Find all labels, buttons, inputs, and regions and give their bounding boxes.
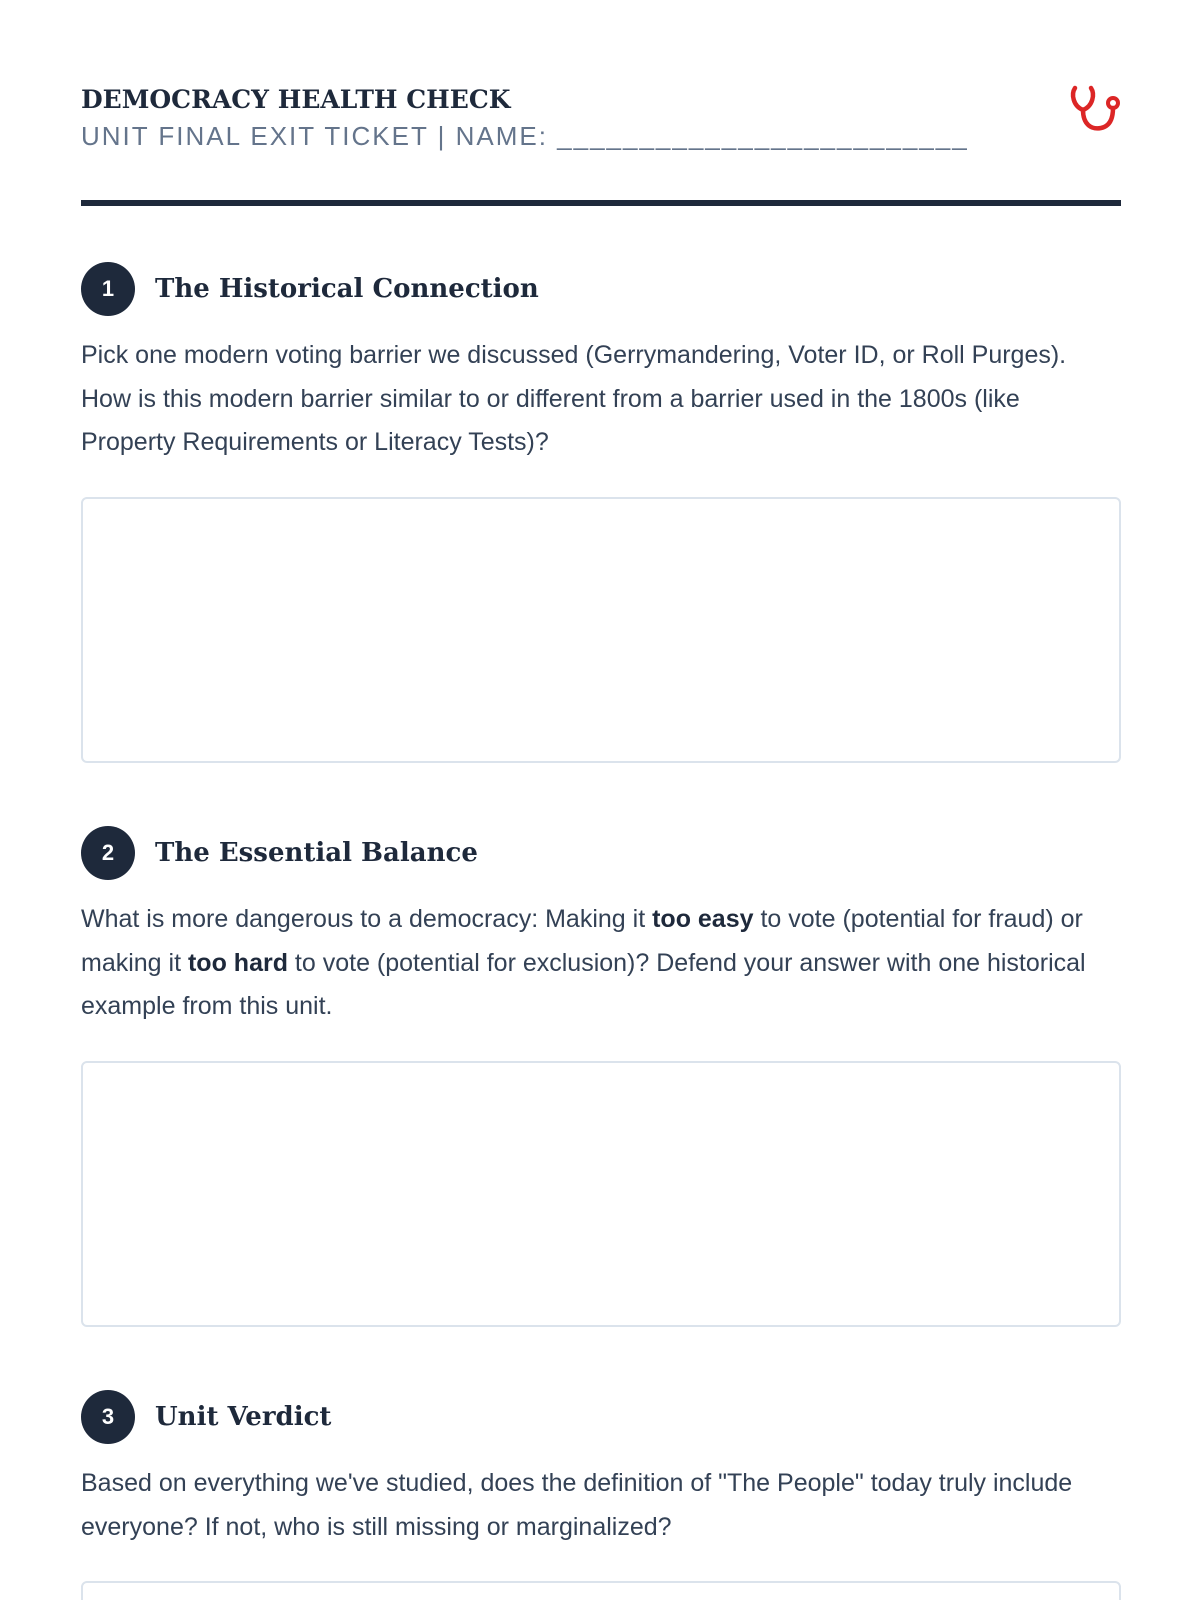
question-title: The Essential Balance xyxy=(155,838,478,868)
page-subtitle: UNIT FINAL EXIT TICKET | NAME: _________________________ xyxy=(81,121,969,151)
prompt-text: to vote (potential for fraud) or making it xyxy=(81,905,1083,977)
header-divider xyxy=(81,200,1121,206)
prompt-text: to vote (potential for exclusion)? Defend your answer with one historical example from this unit. xyxy=(81,948,1086,1020)
question-prompt xyxy=(81,1462,1121,1549)
question-3 xyxy=(81,1390,1121,1600)
answer-box[interactable] xyxy=(81,1061,1121,1327)
question-number-badge: 2 xyxy=(81,826,135,880)
question-number-badge: 1 xyxy=(81,262,135,316)
question-title: Unit Verdict xyxy=(155,1402,332,1432)
header xyxy=(81,84,1121,164)
exit-ticket-page xyxy=(81,0,1121,1600)
question-title: The Historical Connection xyxy=(155,274,539,304)
prompt-text: Pick one modern voting barrier we discussed (Gerrymandering, Voter ID, or Roll Purges). How is this modern barrier similar to or different from a barrier used in the 1800s (like Property Requirements or Literacy Tests)? xyxy=(81,341,1067,456)
question-prompt xyxy=(81,334,1121,465)
prompt-text: What is more dangerous to a democracy: Making it xyxy=(81,905,653,933)
emphasis-text: too easy xyxy=(652,905,754,933)
question-prompt xyxy=(81,898,1121,1029)
answer-box[interactable] xyxy=(81,1581,1121,1600)
answer-box[interactable] xyxy=(81,497,1121,763)
page-title: DEMOCRACY HEALTH CHECK xyxy=(81,85,511,114)
stethoscope-icon xyxy=(1069,84,1121,132)
question-2 xyxy=(81,826,1121,1327)
emphasis-text: too hard xyxy=(187,948,288,977)
prompt-text: Based on everything we've studied, does the definition of "The People" today truly include everyone? If not, who is still missing or marginalized? xyxy=(81,1469,1073,1541)
question-number-badge: 3 xyxy=(81,1390,135,1444)
question-1 xyxy=(81,262,1121,763)
